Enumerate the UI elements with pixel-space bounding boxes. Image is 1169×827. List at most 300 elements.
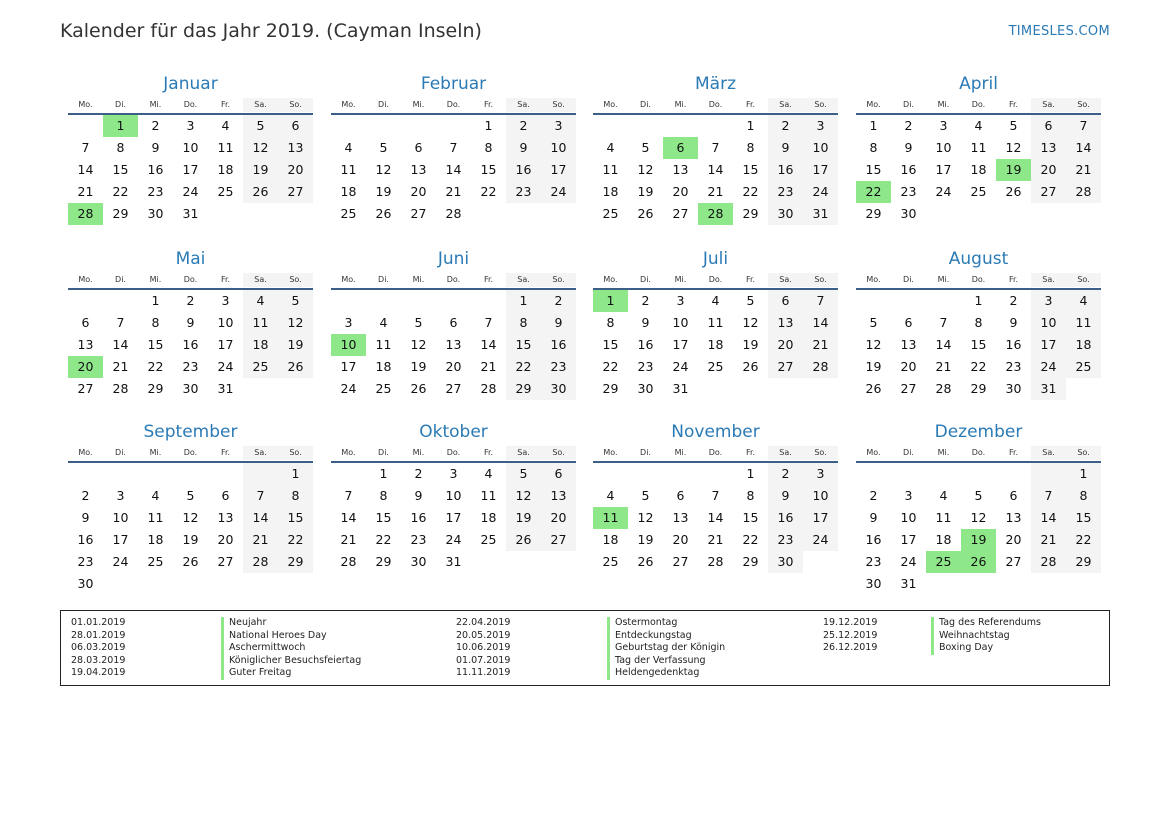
- day-cell: 24: [445, 532, 462, 547]
- day-cell: 2: [1009, 293, 1018, 308]
- month-juli: [593, 247, 838, 400]
- weekday-label: Do.: [183, 448, 198, 457]
- day-cell: 19: [182, 532, 199, 547]
- day-cell: 18: [707, 337, 724, 352]
- weekday-label: Di.: [115, 100, 126, 109]
- empty-cell: [926, 463, 961, 485]
- empty-cell: [663, 463, 698, 485]
- weekday-label: Do.: [446, 448, 461, 457]
- day-cell: 6: [904, 315, 913, 330]
- weekday-label: Sa.: [243, 273, 278, 287]
- day-cell: 23: [1005, 359, 1022, 374]
- weekday-header: [331, 98, 576, 112]
- weekday-label: Sa.: [1031, 446, 1066, 460]
- month-name: Februar: [420, 74, 487, 94]
- day-cell: 26: [865, 381, 882, 396]
- month-april: [856, 72, 1101, 225]
- day-cell: 3: [344, 315, 353, 330]
- day-cell: 29: [970, 381, 987, 396]
- day-cell: 10: [900, 510, 917, 525]
- day-cell: 12: [182, 510, 199, 525]
- day-cell: 13: [900, 337, 917, 352]
- holiday-date: 25.12.2019: [823, 629, 878, 641]
- weekday-label: Di.: [640, 100, 651, 109]
- day-cell: 17: [900, 532, 917, 547]
- day-cell: 10: [217, 315, 234, 330]
- day-cell: 24: [803, 181, 838, 203]
- weekday-label: So.: [278, 273, 313, 287]
- day-cell: 27: [900, 381, 917, 396]
- day-cell: 17: [340, 359, 357, 374]
- day-cell: 12: [637, 510, 654, 525]
- day-cell: 25: [340, 206, 357, 221]
- day-cell: 1: [506, 290, 541, 312]
- month-name: Mai: [175, 249, 206, 269]
- day-cell: 5: [278, 290, 313, 312]
- day-cell: 16: [900, 162, 917, 177]
- weekday-label: Mi.: [937, 275, 950, 284]
- day-cell: 6: [221, 488, 230, 503]
- empty-cell: [173, 463, 208, 485]
- day-cell: 24: [1031, 356, 1066, 378]
- month-name: November: [671, 422, 760, 442]
- day-cell: 1: [151, 293, 160, 308]
- day-cell: 30: [147, 206, 164, 221]
- day-cell: 2: [151, 118, 160, 133]
- day-cell: 18: [340, 184, 357, 199]
- holiday-name: Königlicher Besuchsfeiertag: [221, 655, 361, 668]
- day-cell: 3: [449, 466, 458, 481]
- day-cell: 1: [484, 118, 493, 133]
- day-cell: 8: [606, 315, 615, 330]
- day-cell: 31: [1031, 378, 1066, 400]
- holiday-date: 20.05.2019: [456, 629, 511, 641]
- day-cell: 1: [869, 118, 878, 133]
- day-cell: 27: [77, 381, 94, 396]
- empty-cell: [663, 115, 698, 137]
- day-cell: 15: [970, 337, 987, 352]
- day-cell: 13: [410, 162, 427, 177]
- day-cell: 17: [182, 162, 199, 177]
- day-cell: 10: [182, 140, 199, 155]
- empty-cell: [891, 463, 926, 485]
- day-cell: 25: [147, 554, 164, 569]
- weekday-header: [856, 273, 1101, 287]
- day-cell: 31: [900, 576, 917, 591]
- day-cell: 13: [541, 485, 576, 507]
- day-cell: 5: [1009, 118, 1018, 133]
- day-cell: 22: [742, 184, 759, 199]
- day-cell: 23: [541, 356, 576, 378]
- holiday-date: 01.07.2019: [456, 654, 511, 666]
- day-cell: 22: [1066, 529, 1101, 551]
- day-cell: 8: [116, 140, 125, 155]
- day-cell: 16: [637, 337, 654, 352]
- day-cell: 21: [112, 359, 129, 374]
- day-cell: 24: [935, 184, 952, 199]
- day-cell: 21: [77, 184, 94, 199]
- day-cell: 23: [410, 532, 427, 547]
- day-cell: 5: [869, 315, 878, 330]
- day-cell: 21: [340, 532, 357, 547]
- day-cell: 19: [637, 184, 654, 199]
- day-cell: 28: [1066, 181, 1101, 203]
- day-cell: 4: [151, 488, 160, 503]
- weekday-label: Mo.: [866, 275, 881, 284]
- day-cell: 15: [278, 507, 313, 529]
- day-cell: 28: [707, 554, 724, 569]
- day-cell: 8: [974, 315, 983, 330]
- empty-cell: [856, 463, 891, 485]
- day-cell: 31: [217, 381, 234, 396]
- day-cell: 3: [676, 293, 685, 308]
- holiday-date: 26.12.2019: [823, 642, 878, 654]
- day-grid: [68, 463, 313, 595]
- day-cell: 16: [77, 532, 94, 547]
- day-cell: 11: [243, 312, 278, 334]
- day-cell: 24: [900, 554, 917, 569]
- day-cell: 24: [340, 381, 357, 396]
- day-cell: 6: [768, 290, 803, 312]
- weekday-label: So.: [803, 446, 838, 460]
- day-grid: [68, 115, 313, 225]
- day-cell: 13: [1031, 137, 1066, 159]
- day-cell: 12: [637, 162, 654, 177]
- day-cell: 22: [970, 359, 987, 374]
- day-cell: 26: [506, 529, 541, 551]
- day-cell: 2: [541, 290, 576, 312]
- day-cell: 30: [865, 576, 882, 591]
- day-cell: 25: [375, 381, 392, 396]
- day-cell: 9: [541, 312, 576, 334]
- day-cell: 26: [410, 381, 427, 396]
- day-cell: 27: [445, 381, 462, 396]
- day-cell: 25: [970, 184, 987, 199]
- day-cell: 30: [900, 206, 917, 221]
- day-cell: 21: [803, 334, 838, 356]
- holiday-date: 11.11.2019: [456, 667, 511, 679]
- day-cell: 18: [375, 359, 392, 374]
- day-cell: 27: [541, 529, 576, 551]
- day-cell: 4: [344, 140, 353, 155]
- empty-cell: [331, 290, 366, 312]
- holiday-day-cell: 19: [996, 159, 1031, 181]
- day-cell: 4: [711, 293, 720, 308]
- weekday-label: Mo.: [603, 448, 618, 457]
- empty-cell: [366, 115, 401, 137]
- day-cell: 29: [147, 381, 164, 396]
- day-cell: 29: [375, 554, 392, 569]
- day-cell: 27: [672, 206, 689, 221]
- day-cell: 31: [182, 206, 199, 221]
- day-cell: 3: [541, 115, 576, 137]
- month-dezember: [856, 420, 1101, 595]
- weekday-label: Di.: [378, 100, 389, 109]
- day-cell: 6: [81, 315, 90, 330]
- holiday-date: 28.01.2019: [71, 629, 126, 641]
- day-cell: 22: [112, 184, 129, 199]
- day-grid: [331, 290, 576, 400]
- day-cell: 4: [939, 488, 948, 503]
- day-cell: 7: [711, 140, 720, 155]
- day-grid: [856, 463, 1101, 595]
- day-cell: 26: [1005, 184, 1022, 199]
- day-cell: 2: [768, 115, 803, 137]
- holiday-day-cell: 10: [331, 334, 366, 356]
- day-cell: 3: [803, 115, 838, 137]
- month-mai: [68, 247, 313, 400]
- weekday-label: Sa.: [1031, 273, 1066, 287]
- day-cell: 29: [1066, 551, 1101, 573]
- holiday-day-cell: 1: [593, 290, 628, 312]
- weekday-label: Mi.: [937, 100, 950, 109]
- weekday-label: Do.: [971, 275, 986, 284]
- day-cell: 7: [484, 315, 493, 330]
- day-cell: 8: [379, 488, 388, 503]
- weekday-label: So.: [541, 273, 576, 287]
- day-cell: 9: [904, 140, 913, 155]
- day-cell: 1: [974, 293, 983, 308]
- day-cell: 12: [1005, 140, 1022, 155]
- day-cell: 5: [379, 140, 388, 155]
- day-cell: 12: [375, 162, 392, 177]
- day-cell: 11: [935, 510, 952, 525]
- weekday-label: Fr.: [483, 448, 494, 457]
- day-cell: 15: [506, 334, 541, 356]
- empty-cell: [436, 115, 471, 137]
- day-cell: 6: [414, 140, 423, 155]
- day-cell: 9: [506, 137, 541, 159]
- weekday-header: [593, 98, 838, 112]
- empty-cell: [698, 115, 733, 137]
- empty-cell: [68, 463, 103, 485]
- holiday-day-cell: 22: [856, 181, 891, 203]
- day-cell: 28: [480, 381, 497, 396]
- day-cell: 17: [1031, 334, 1066, 356]
- day-cell: 2: [768, 463, 803, 485]
- day-cell: 7: [711, 488, 720, 503]
- day-cell: 8: [746, 488, 755, 503]
- day-cell: 7: [1066, 115, 1101, 137]
- day-cell: 23: [768, 181, 803, 203]
- day-cell: 9: [151, 140, 160, 155]
- day-cell: 14: [340, 510, 357, 525]
- holiday-day-cell: 20: [68, 356, 103, 378]
- weekday-header: [593, 273, 838, 287]
- brand-link[interactable]: TIMESLES.COM: [1008, 24, 1110, 39]
- day-cell: 3: [221, 293, 230, 308]
- weekday-label: Di.: [378, 275, 389, 284]
- day-cell: 18: [217, 162, 234, 177]
- day-cell: 9: [186, 315, 195, 330]
- day-cell: 27: [278, 181, 313, 203]
- holiday-day-cell: 28: [68, 203, 103, 225]
- empty-cell: [68, 115, 103, 137]
- weekday-label: So.: [803, 273, 838, 287]
- day-cell: 24: [541, 181, 576, 203]
- month-august: [856, 247, 1101, 400]
- weekday-label: Mi.: [412, 275, 425, 284]
- day-cell: 20: [900, 359, 917, 374]
- day-cell: 5: [506, 463, 541, 485]
- day-cell: 15: [480, 162, 497, 177]
- weekday-label: Fr.: [1008, 275, 1019, 284]
- day-cell: 15: [112, 162, 129, 177]
- day-cell: 14: [935, 337, 952, 352]
- empty-cell: [698, 463, 733, 485]
- day-cell: 23: [900, 184, 917, 199]
- day-cell: 26: [278, 356, 313, 378]
- day-cell: 6: [676, 488, 685, 503]
- day-cell: 17: [217, 337, 234, 352]
- day-cell: 24: [217, 359, 234, 374]
- day-cell: 20: [768, 334, 803, 356]
- day-cell: 27: [217, 554, 234, 569]
- day-cell: 31: [803, 203, 838, 225]
- day-cell: 3: [904, 488, 913, 503]
- day-cell: 25: [1066, 356, 1101, 378]
- weekday-header: [856, 446, 1101, 460]
- day-cell: 14: [77, 162, 94, 177]
- month-name: März: [695, 74, 736, 94]
- day-cell: 13: [672, 162, 689, 177]
- day-cell: 30: [182, 381, 199, 396]
- day-cell: 14: [112, 337, 129, 352]
- day-cell: 22: [278, 529, 313, 551]
- month-februar: [331, 72, 576, 225]
- month-märz: [593, 72, 838, 225]
- weekday-label: So.: [1066, 446, 1101, 460]
- weekday-label: Di.: [378, 448, 389, 457]
- day-cell: 12: [970, 510, 987, 525]
- weekday-label: Di.: [640, 275, 651, 284]
- empty-cell: [961, 463, 996, 485]
- day-cell: 4: [243, 290, 278, 312]
- weekday-label: Mo.: [866, 448, 881, 457]
- day-cell: 6: [541, 463, 576, 485]
- day-cell: 22: [506, 356, 541, 378]
- weekday-label: Sa.: [243, 446, 278, 460]
- holiday-date: 06.03.2019: [71, 642, 126, 654]
- weekday-label: Fr.: [745, 275, 756, 284]
- day-cell: 11: [147, 510, 164, 525]
- day-cell: 12: [410, 337, 427, 352]
- day-cell: 31: [672, 381, 689, 396]
- day-cell: 20: [672, 532, 689, 547]
- day-cell: 10: [803, 137, 838, 159]
- month-januar: [68, 72, 313, 225]
- day-cell: 5: [641, 140, 650, 155]
- day-cell: 2: [81, 488, 90, 503]
- empty-cell: [401, 290, 436, 312]
- day-cell: 18: [602, 532, 619, 547]
- weekday-label: Fr.: [483, 100, 494, 109]
- day-cell: 14: [803, 312, 838, 334]
- weekday-label: Mo.: [78, 275, 93, 284]
- day-cell: 23: [865, 554, 882, 569]
- day-cell: 28: [445, 206, 462, 221]
- day-cell: 9: [869, 510, 878, 525]
- day-cell: 28: [935, 381, 952, 396]
- day-cell: 11: [375, 337, 392, 352]
- weekday-label: Sa.: [768, 446, 803, 460]
- day-grid: [331, 463, 576, 573]
- day-cell: 29: [506, 378, 541, 400]
- day-cell: 11: [1066, 312, 1101, 334]
- day-cell: 7: [81, 140, 90, 155]
- day-cell: 22: [602, 359, 619, 374]
- page-title: Kalender für das Jahr 2019. (Cayman Inseln): [60, 20, 482, 42]
- weekday-label: So.: [541, 446, 576, 460]
- day-cell: 9: [81, 510, 90, 525]
- day-cell: 8: [746, 140, 755, 155]
- day-grid: [593, 115, 838, 225]
- day-cell: 10: [541, 137, 576, 159]
- holiday-name: Aschermittwoch: [221, 642, 305, 655]
- day-cell: 20: [278, 159, 313, 181]
- weekday-label: Do.: [183, 275, 198, 284]
- holiday-name: Ostermontag: [607, 617, 677, 630]
- month-name: Oktober: [419, 422, 488, 442]
- day-cell: 21: [1066, 159, 1101, 181]
- day-cell: 14: [243, 507, 278, 529]
- day-cell: 19: [278, 334, 313, 356]
- day-cell: 1: [379, 466, 388, 481]
- day-cell: 4: [221, 118, 230, 133]
- day-cell: 3: [186, 118, 195, 133]
- day-cell: 5: [974, 488, 983, 503]
- month-juni: [331, 247, 576, 400]
- holiday-name: Entdeckungstag: [607, 630, 692, 643]
- day-cell: 25: [243, 356, 278, 378]
- day-cell: 30: [541, 378, 576, 400]
- day-cell: 28: [1031, 551, 1066, 573]
- day-cell: 29: [865, 206, 882, 221]
- empty-cell: [1031, 463, 1066, 485]
- day-cell: 19: [506, 507, 541, 529]
- day-cell: 15: [375, 510, 392, 525]
- day-cell: 27: [768, 356, 803, 378]
- day-cell: 19: [243, 159, 278, 181]
- weekday-label: So.: [278, 446, 313, 460]
- empty-cell: [593, 463, 628, 485]
- day-cell: 29: [278, 551, 313, 573]
- day-cell: 27: [672, 554, 689, 569]
- month-name: Juli: [702, 249, 729, 269]
- day-cell: 22: [480, 184, 497, 199]
- holiday-name: Weihnachtstag: [931, 630, 1010, 643]
- day-cell: 26: [742, 359, 759, 374]
- weekday-label: Do.: [971, 100, 986, 109]
- day-cell: 5: [641, 488, 650, 503]
- day-cell: 17: [541, 159, 576, 181]
- day-cell: 30: [1005, 381, 1022, 396]
- day-cell: 15: [742, 510, 759, 525]
- month-name: Dezember: [934, 422, 1023, 442]
- day-cell: 19: [410, 359, 427, 374]
- day-cell: 17: [803, 507, 838, 529]
- day-cell: 22: [147, 359, 164, 374]
- weekday-label: Fr.: [1008, 448, 1019, 457]
- day-cell: 28: [243, 551, 278, 573]
- day-cell: 13: [768, 312, 803, 334]
- day-cell: 23: [506, 181, 541, 203]
- weekday-label: Mi.: [937, 448, 950, 457]
- day-cell: 21: [243, 529, 278, 551]
- day-cell: 11: [970, 140, 987, 155]
- weekday-label: Fr.: [220, 100, 231, 109]
- weekday-label: Mi.: [412, 448, 425, 457]
